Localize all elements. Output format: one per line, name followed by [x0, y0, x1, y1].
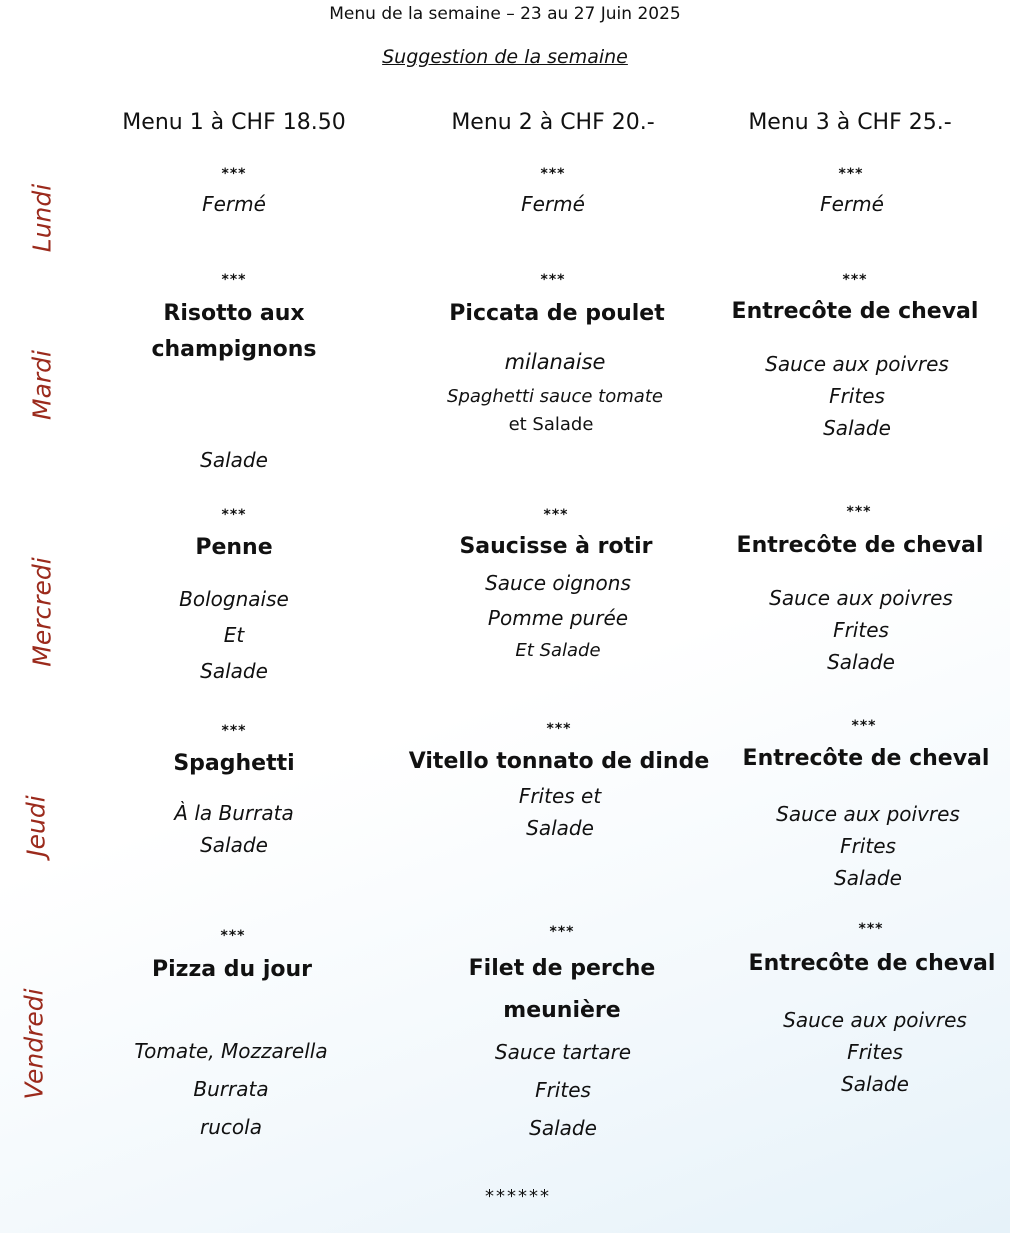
- mercredi-menu-2-dish: Saucisse à rotir: [459, 534, 653, 559]
- vendredi-menu-2-dish: [469, 948, 656, 1032]
- side-line: Salade: [841, 1072, 909, 1096]
- dish-line: champignons: [151, 337, 317, 362]
- lundi-menu-2-status: Fermé: [521, 192, 585, 216]
- mardi-menu-1-side: Salade: [200, 448, 268, 472]
- day-label-mardi: Mardi: [27, 350, 57, 420]
- mercredi-menu-1-dish: Penne: [195, 535, 273, 560]
- side-line: Salade: [529, 1116, 597, 1140]
- day-label-mercredi: Mercredi: [27, 557, 57, 667]
- mardi-menu-2-dish-sub: milanaise: [504, 350, 606, 374]
- jeudi-menu-1-sides: [174, 797, 293, 861]
- dish-line: Risotto aux: [163, 301, 305, 326]
- separator: ***: [221, 507, 247, 523]
- day-label-jeudi: Jeudi: [21, 795, 51, 857]
- separator: ***: [858, 921, 884, 937]
- side-line: Salade: [200, 833, 268, 857]
- side-line: Burrata: [193, 1077, 269, 1101]
- mercredi-menu-3-sides: [769, 582, 953, 678]
- separator: ***: [220, 928, 246, 944]
- mercredi-menu-3-dish: Entrecôte de cheval: [736, 533, 984, 558]
- side-line: Salade: [200, 659, 268, 683]
- jeudi-menu-2-sides: [519, 780, 601, 844]
- separator: ***: [221, 723, 247, 739]
- side-line: Sauce tartare: [494, 1040, 632, 1064]
- side-line: Salade: [834, 866, 902, 890]
- footer-stars: ******: [485, 1186, 551, 1207]
- mercredi-menu-1-sides: [179, 581, 289, 689]
- side-line: Et Salade: [515, 640, 601, 661]
- mardi-menu-2-side: Spaghetti sauce tomate: [447, 386, 663, 407]
- separator: ***: [851, 718, 877, 734]
- side-line: Salade: [827, 650, 895, 674]
- side-line: Sauce aux poivres: [776, 802, 960, 826]
- lundi-menu-3-status: Fermé: [820, 192, 884, 216]
- side-line: Tomate, Mozzarella: [134, 1039, 328, 1063]
- side-line: Sauce oignons: [485, 571, 631, 595]
- menu-3-header: Menu 3 à CHF 25.-: [748, 110, 952, 135]
- dish-line: meunière: [503, 998, 621, 1023]
- mardi-menu-2-dish: Piccata de poulet: [449, 301, 665, 326]
- side-line: Frites: [847, 1040, 903, 1064]
- side-line: Sauce aux poivres: [783, 1008, 967, 1032]
- mardi-menu-2-extra: et Salade: [508, 414, 594, 435]
- vendredi-menu-1-sides: [134, 1032, 327, 1146]
- side-line: Sauce aux poivres: [765, 352, 949, 376]
- mardi-menu-1-dish: [151, 296, 316, 368]
- side-line: Pomme purée: [487, 606, 629, 630]
- separator: ***: [846, 504, 872, 520]
- suggestion-heading: Suggestion de la semaine: [382, 46, 628, 68]
- side-line: Et: [223, 623, 245, 647]
- day-label-vendredi: Vendredi: [19, 988, 49, 1100]
- side-line: rucola: [200, 1115, 262, 1139]
- separator: ***: [549, 924, 575, 940]
- day-label-lundi: Lundi: [27, 183, 57, 253]
- side-line: Salade: [526, 816, 594, 840]
- separator: ***: [221, 166, 247, 182]
- side-line: Frites et: [518, 784, 602, 808]
- jeudi-menu-3-dish: Entrecôte de cheval: [742, 746, 990, 771]
- jeudi-menu-2-dish: Vitello tonnato de dinde: [408, 749, 710, 774]
- dish-line: Filet de perche: [468, 956, 656, 981]
- side-line: Bolognaise: [179, 587, 289, 611]
- mardi-menu-3-sides: [765, 348, 949, 444]
- jeudi-menu-1-dish: Spaghetti: [173, 751, 295, 776]
- menu-2-header: Menu 2 à CHF 20.-: [451, 110, 655, 135]
- mardi-menu-3-dish: Entrecôte de cheval: [731, 299, 979, 324]
- vendredi-menu-3-dish: Entrecôte de cheval: [748, 951, 996, 976]
- separator: ***: [540, 166, 566, 182]
- vendredi-menu-3-sides: [783, 1004, 967, 1100]
- separator: ***: [540, 272, 566, 288]
- separator: ***: [546, 721, 572, 737]
- side-line: Salade: [823, 416, 891, 440]
- side-line: À la Burrata: [174, 801, 294, 825]
- side-line: Frites: [840, 834, 896, 858]
- separator: ***: [838, 166, 864, 182]
- lundi-menu-1-status: Fermé: [202, 192, 266, 216]
- side-line: Sauce aux poivres: [769, 586, 953, 610]
- side-line: Frites: [829, 384, 885, 408]
- menu-1-header: Menu 1 à CHF 18.50: [122, 110, 346, 135]
- page-title: Menu de la semaine – 23 au 27 Juin 2025: [329, 4, 681, 24]
- separator: ***: [543, 507, 569, 523]
- vendredi-menu-2-sides: [495, 1033, 631, 1147]
- side-line: Frites: [535, 1078, 591, 1102]
- jeudi-menu-3-sides: [776, 798, 960, 894]
- separator: ***: [221, 272, 247, 288]
- vendredi-menu-1-dish: Pizza du jour: [151, 957, 313, 982]
- mercredi-menu-2-sides: [485, 566, 631, 665]
- side-line: Frites: [833, 618, 889, 642]
- separator: ***: [842, 272, 868, 288]
